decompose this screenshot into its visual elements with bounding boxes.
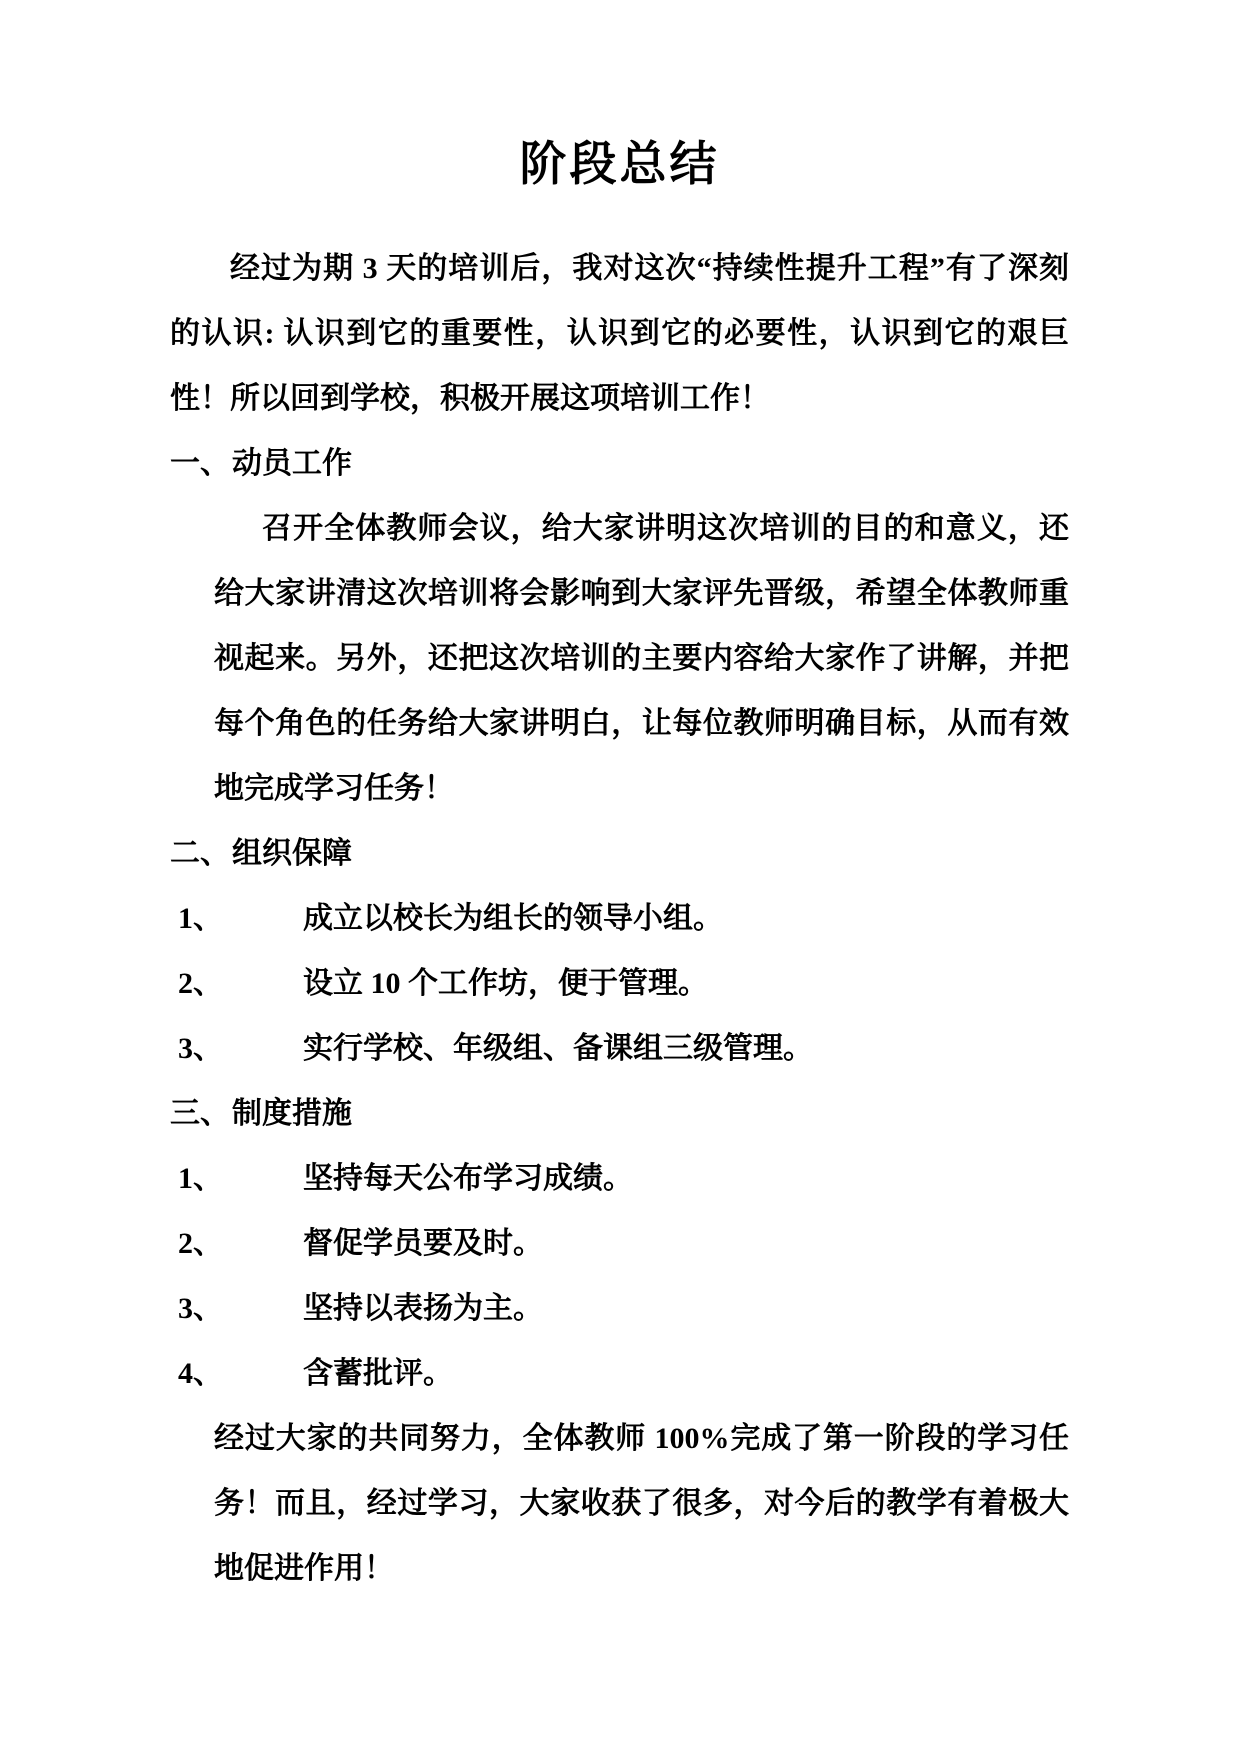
section-title: 制度措施	[232, 1097, 352, 1130]
section-heading-mobilization	[170, 431, 1069, 496]
list-item	[170, 951, 1069, 1016]
list-item-text: 督促学员要及时。	[303, 1227, 543, 1260]
document-title: 阶段总结	[519, 139, 720, 191]
section-title: 组织保障	[232, 837, 352, 870]
list-item	[170, 1341, 1069, 1406]
list-item	[170, 1146, 1069, 1211]
section-heading-organization	[170, 821, 1069, 886]
intro-paragraph: 经过为期 3 天的培训后，我对这次“持续性提升工程”有了深刻的认识: 认识到它的重要性，认识到它的必要性，认识到它的艰巨性！所以回到学校，积极开展这项培训工作！	[170, 252, 1069, 415]
list-item-number: 4、	[178, 1357, 223, 1390]
list-item-number: 3、	[178, 1032, 223, 1065]
list-item-text: 含蓄批评。	[303, 1357, 453, 1390]
list-item-number: 1、	[178, 1162, 223, 1195]
list-item	[170, 1276, 1069, 1341]
list-item-number: 1、	[178, 902, 223, 935]
list-item	[170, 1211, 1069, 1276]
list-item-number: 2、	[178, 967, 223, 1000]
section-number: 二、	[170, 837, 230, 870]
list-item	[170, 1016, 1069, 1081]
section-number: 三、	[170, 1097, 230, 1130]
section-number: 一、	[170, 447, 230, 480]
list-item-text: 实行学校、年级组、备课组三级管理。	[303, 1032, 813, 1065]
list-item-number: 3、	[178, 1292, 223, 1325]
list-item-number: 2、	[178, 1227, 223, 1260]
list-item-text: 坚持以表扬为主。	[303, 1292, 543, 1325]
closing-paragraph: 经过大家的共同努力，全体教师 100%完成了第一阶段的学习任务！而且，经过学习，大家收获了很多，对今后的教学有着极大地促进作用！	[214, 1422, 1069, 1585]
section-heading-measures	[170, 1081, 1069, 1146]
list-item	[170, 886, 1069, 951]
section-title: 动员工作	[232, 447, 352, 480]
list-item-text: 成立以校长为组长的领导小组。	[303, 902, 723, 935]
list-item-text: 设立 10 个工作坊，便于管理。	[303, 967, 708, 1000]
list-item-text: 坚持每天公布学习成绩。	[303, 1162, 633, 1195]
section-paragraph-mobilization: 召开全体教师会议，给大家讲明这次培训的目的和意义，还给大家讲清这次培训将会影响到大家评先晋级，希望全体教师重视起来。另外，还把这次培训的主要内容给大家作了讲解，并把每个角色的任务给大家讲明白，让每位教师明确目标，从而有效地完成学习任务！	[214, 512, 1069, 805]
